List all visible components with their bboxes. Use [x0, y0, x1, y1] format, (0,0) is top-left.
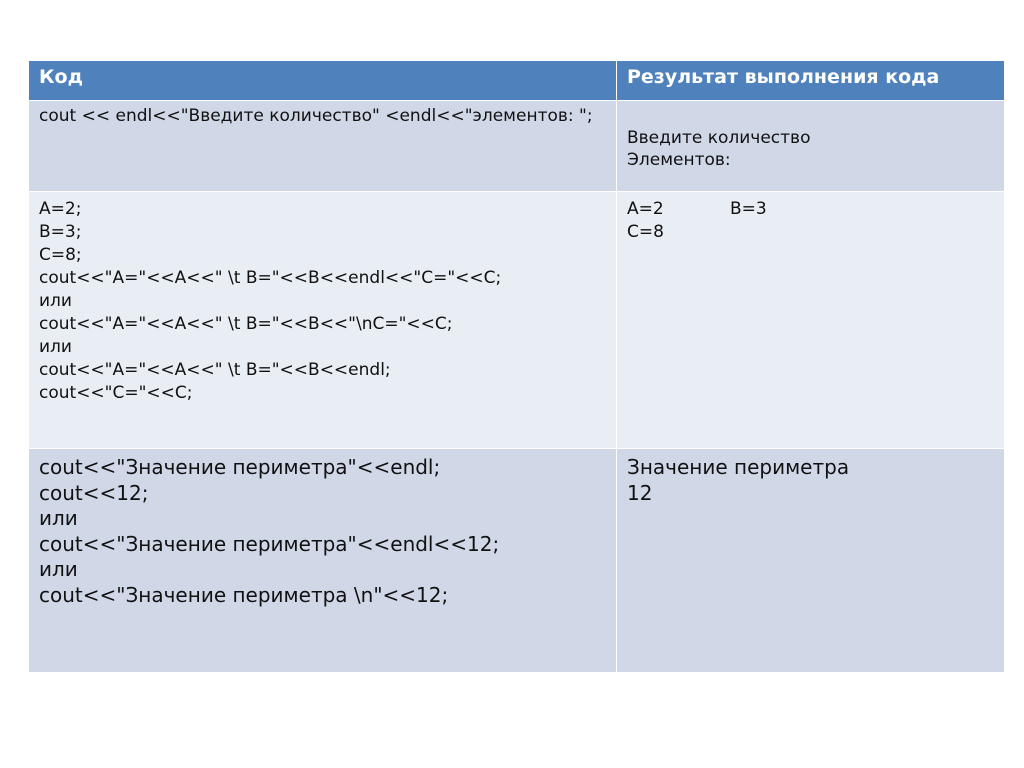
header-result: Результат выполнения кода — [617, 61, 1005, 101]
code-cell — [29, 101, 617, 192]
code-line: cout<<"Значение периметра"<<endl; — [39, 455, 441, 479]
result-value-b: B=3 — [730, 199, 767, 219]
code-line: или — [39, 557, 78, 581]
code-line: cout<<"Значение периметра \n"<<12; — [39, 582, 449, 607]
code-cell — [29, 192, 617, 449]
table-row — [29, 449, 1005, 673]
code-line: cout << endl<<"Введите количество" <endl<<"элементов: "; — [39, 106, 593, 126]
result-cell — [617, 101, 1005, 192]
table-row — [29, 192, 1005, 449]
result-cell — [617, 449, 1005, 673]
code-output-table — [28, 60, 1005, 673]
result-line: Значение периметра — [627, 455, 850, 479]
code-line: B=3; — [39, 222, 82, 242]
result-line: Элементов: — [627, 150, 731, 170]
code-line: или — [39, 337, 72, 357]
result-line: Введите количество — [627, 128, 811, 148]
code-line: или — [39, 506, 78, 530]
code-line: A=2; — [39, 199, 82, 219]
result-line: C=8 — [627, 222, 664, 242]
result-value-a: A=2 — [627, 199, 664, 219]
code-line: cout<<"A="<<A<<" \t B="<<B<<endl; — [39, 360, 391, 380]
code-line: cout<<12; — [39, 480, 149, 505]
code-line: или — [39, 291, 72, 311]
code-line: cout<<"A="<<A<<" \t B="<<B<<"\nC="<<C; — [39, 314, 453, 334]
header-row — [29, 61, 1005, 101]
result-line — [627, 198, 994, 221]
code-line: C=8; — [39, 245, 82, 265]
result-line: 12 — [627, 480, 653, 505]
code-line: cout<<"Значение периметра"<<endl<<12; — [39, 531, 500, 556]
code-cell — [29, 449, 617, 673]
header-code: Код — [29, 61, 617, 101]
code-line: cout<<"C="<<C; — [39, 383, 193, 403]
code-line: cout<<"A="<<A<<" \t B="<<B<<endl<<"C="<<C; — [39, 268, 502, 288]
table-row — [29, 101, 1005, 192]
result-cell — [617, 192, 1005, 449]
